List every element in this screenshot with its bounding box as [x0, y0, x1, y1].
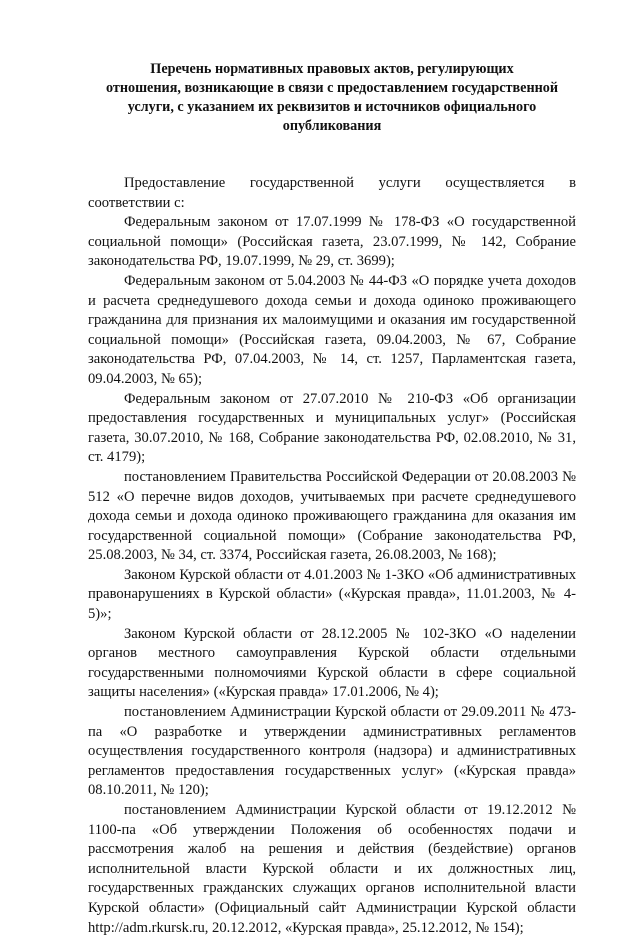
- title-line: опубликования: [282, 118, 382, 134]
- title-line: Перечень нормативных правовых актов, регулирующих: [150, 61, 514, 77]
- intro-paragraph: Предоставление государственной услуги осуществляется в соответствии с:: [88, 175, 576, 211]
- resolution-1100-pa: постановлением Администрации Курской области от 19.12.2012 № 1100-па «Об утверждении Положения об особенностях подачи и рассмотрения жалоб на решения и действия (бездействие) органов исполнительной власти Курской области и их должностных лиц, государственных гражданских служащих органов исполнительной власти Курской области» (Официальный сайт Администрации Курской области http://adm.rkursk.ru, 20.12.2012, «Курская правда», 25.12.2012, № 154);: [88, 802, 576, 936]
- decree-item-512: постановлением Правительства Российской Федерации от 20.08.2003 № 512 «О перечне видов доходов, учитываемых при расчете среднедушевого дохода семьи и дохода одиноко проживающего гражданина для оказания им государственной социальной помощи» (Собрание законодательства РФ, 25.08.2003, № 34, ст. 3374, Российская газета, 26.08.2003, № 168);: [88, 468, 576, 564]
- document-title: [88, 60, 576, 136]
- title-line: услуги, с указанием их реквизитов и источников официального: [127, 99, 537, 115]
- document-page: [88, 60, 576, 938]
- document-body: [88, 174, 576, 938]
- regional-law-102-zko: Законом Курской области от 28.12.2005 № 102-ЗКО «О наделении органов местного самоуправления Курской области отдельными государственными полномочиями Курской области в сфере социальной защиты населения» («Курская правда» 17.01.2006, № 4);: [88, 625, 576, 701]
- law-item-44-fz: Федеральным законом от 5.04.2003 № 44-ФЗ «О порядке учета доходов и расчета среднедушевого дохода семьи и дохода одиноко проживающего гражданина для признания их малоимущими и оказания им государственной социальной помощи» (Российская газета, 09.04.2003, № 67, Собрание законодательства РФ, 07.04.2003, № 14, ст. 1257, Парламентская газета, 09.04.2003, № 65);: [88, 272, 576, 387]
- regional-law-1-zko: Законом Курской области от 4.01.2003 № 1-ЗКО «Об административных правонарушениях в Курской области» («Курская правда», 11.01.2003, № 4-5)»;: [88, 566, 576, 623]
- law-item-210-fz: Федеральным законом от 27.07.2010 № 210-ФЗ «Об организации предоставления государственных и муниципальных услуг» (Российская газета, 30.07.2010, № 168, Собрание законодательства РФ, 02.08.2010, № 31, ст. 4179);: [88, 390, 576, 466]
- resolution-473-pa: постановлением Администрации Курской области от 29.09.2011 № 473-па «О разработке и утверждении административных регламентов осуществления государственного контроля (надзора) и административных регламентов предоставления государственных услуг» («Курская правда» 08.10.2011, № 120);: [88, 704, 576, 799]
- title-line: отношения, возникающие в связи с предоставлением государственной: [105, 80, 559, 96]
- law-item-178-fz: Федеральным законом от 17.07.1999 № 178-ФЗ «О государственной социальной помощи» (Российская газета, 23.07.1999, № 142, Собрание законодательства РФ, 19.07.1999, № 29, ст. 3699);: [88, 214, 576, 270]
